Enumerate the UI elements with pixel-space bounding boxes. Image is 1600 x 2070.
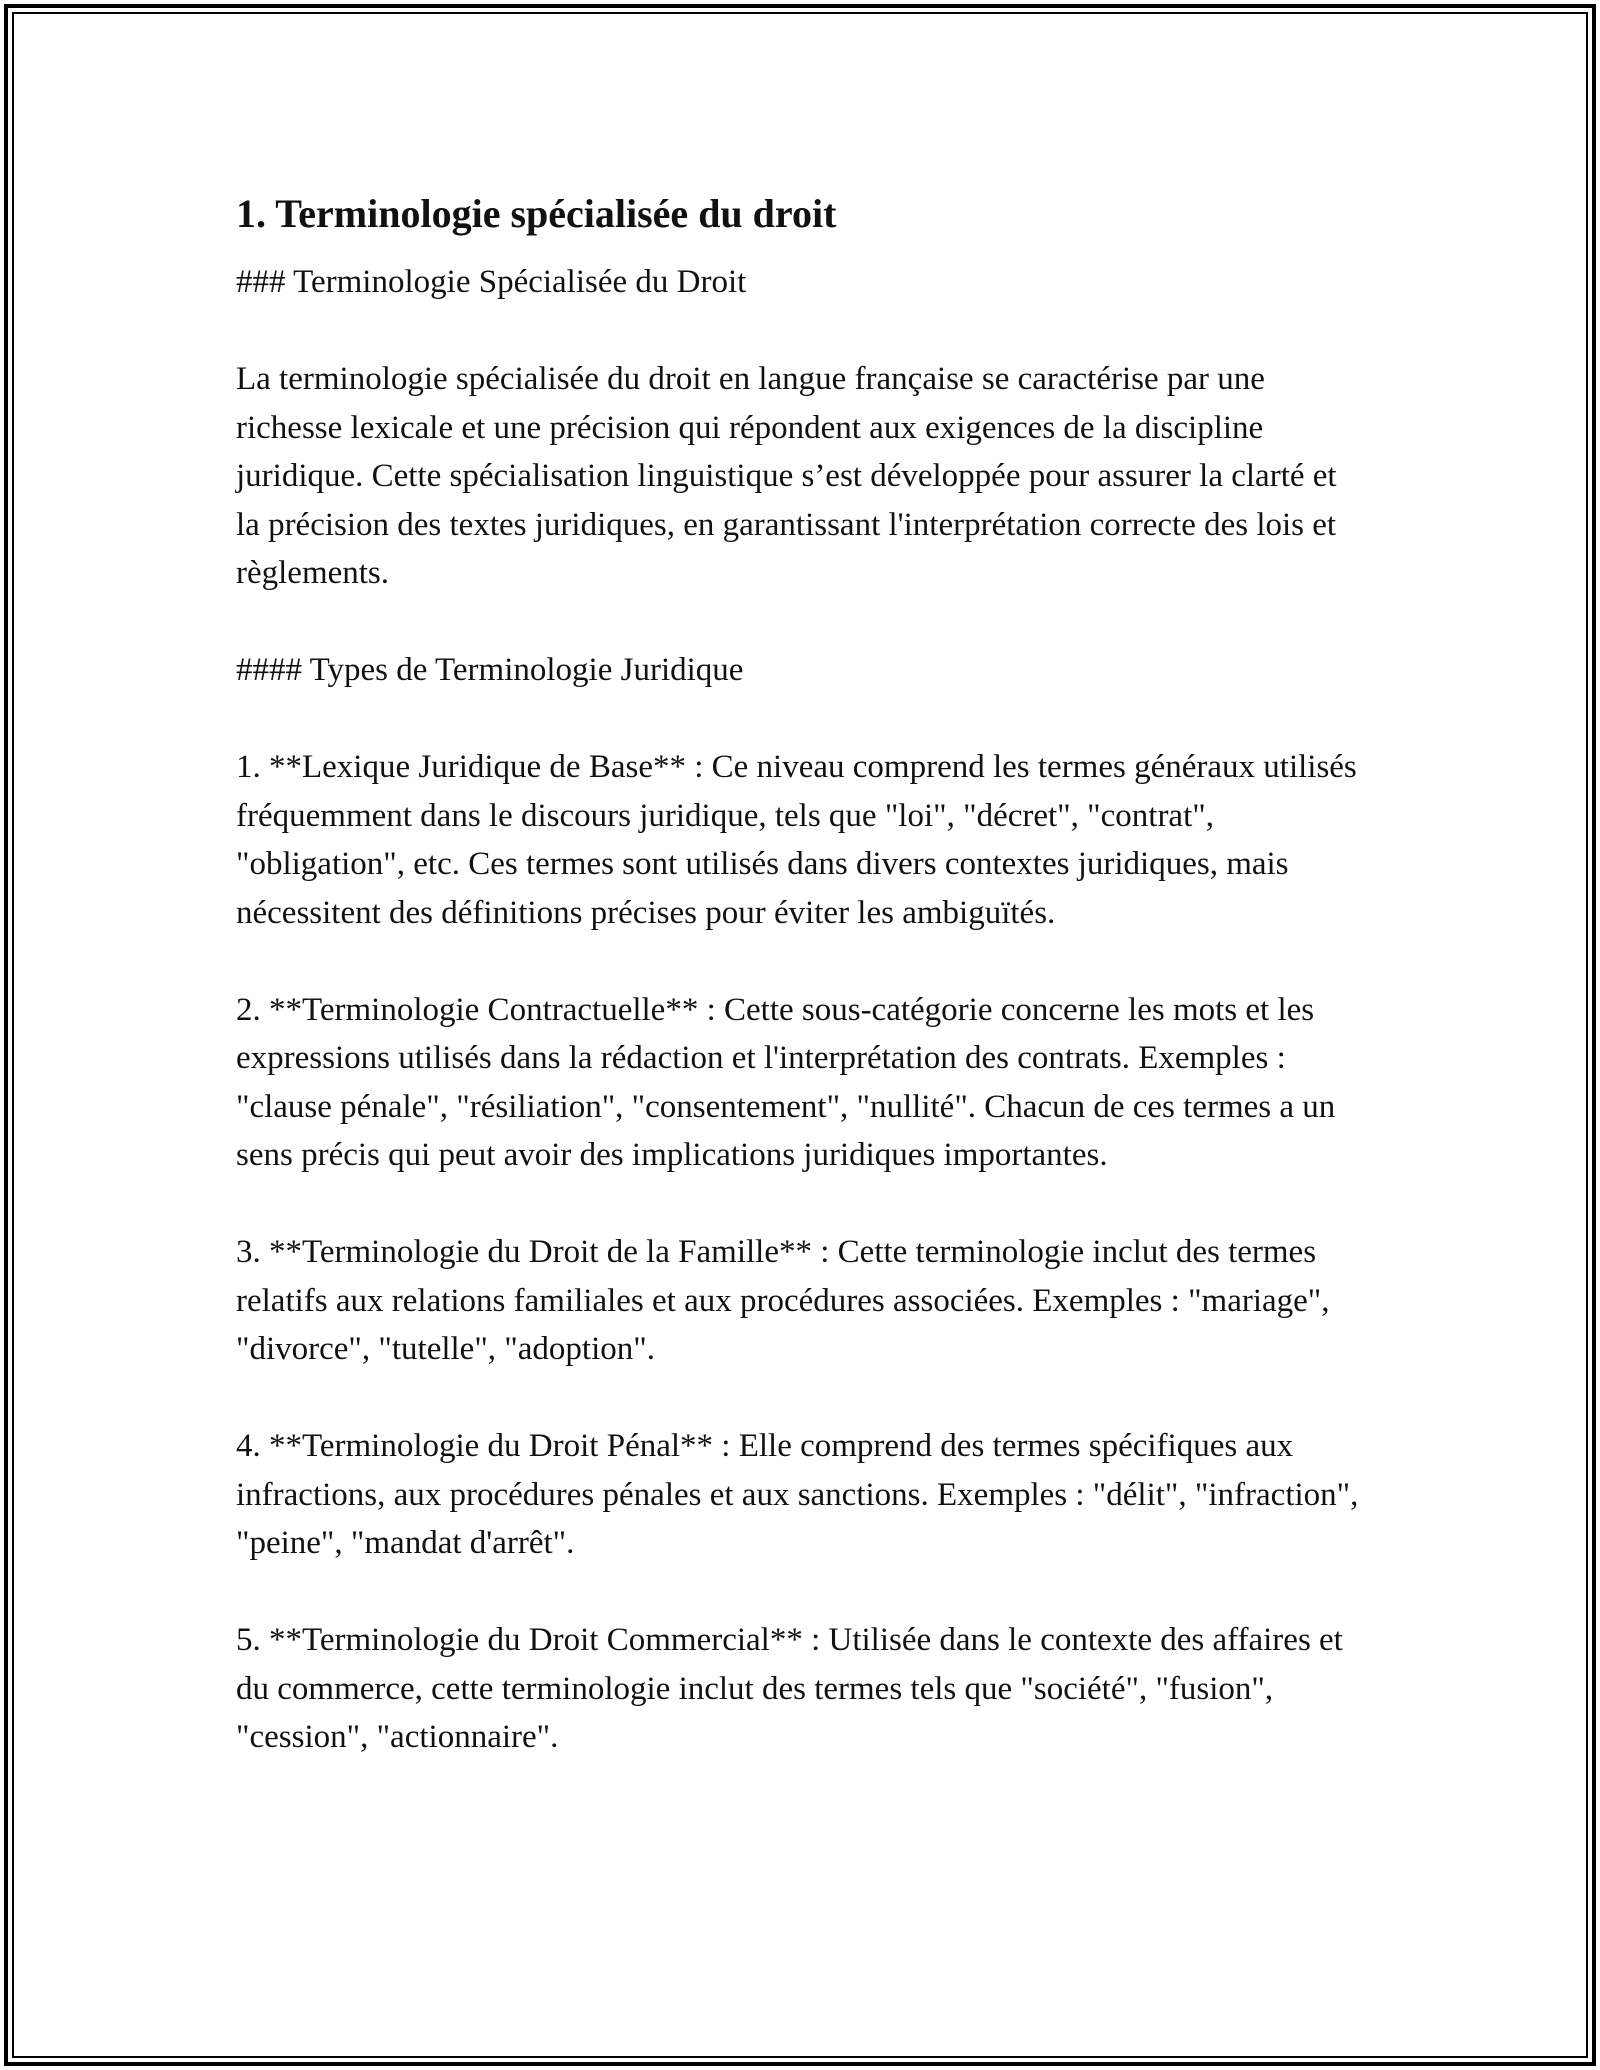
list-item-base-lexicon: 1. **Lexique Juridique de Base** : Ce niveau comprend les termes généraux utilisés fréquemment dans le discours juridique, tels que "loi", "décret", "contrat", "obligation", etc. Ces termes sont utilisés dans divers contextes juridiques, mais nécessitent des définitions précises pour éviter les ambiguïtés. [236,749,1357,931]
document-title: 1. Terminologie spécialisée du droit [236,191,837,236]
subheading-specialized-terminology: ### Terminologie Spécialisée du Droit [236,264,747,300]
intro-paragraph: La terminologie spécialisée du droit en langue française se caractérise par une richesse lexicale et une précision qui répondent aux exigences de la discipline juridique. Cette spécialisation linguistique s’est développée pour assurer la clarté et la précision des textes juridiques, en garantissant l'interprétation correcte des lois et règlements. [236,361,1337,591]
list-item-contractual: 2. **Terminologie Contractuelle** : Cette sous-catégorie concerne les mots et les expressions utilisés dans la rédaction et l'interprétation des contrats. Exemples : "clause pénale", "résiliation", "consentement", "nullité". Chacun de ces termes a un sens précis qui peut avoir des implications juridiques importantes. [236,991,1336,1173]
list-item-family-law: 3. **Terminologie du Droit de la Famille** : Cette terminologie inclut des termes relatifs aux relations familiales et aux procédures associées. Exemples : "mariage", "divorce", "tutelle", "adoption". [236,1234,1330,1367]
list-item-commercial-law: 5. **Terminologie du Droit Commercial** : Utilisée dans le contexte des affaires et du commerce, cette terminologie inclut des termes tels que "société", "fusion", "cession", "actionnaire". [236,1622,1343,1755]
list-item-criminal-law: 4. **Terminologie du Droit Pénal** : Elle comprend des termes spécifiques aux infractions, aux procédures pénales et aux sanctions. Exemples : "délit", "infraction", "peine", "mandat d'arrêt". [236,1428,1359,1561]
subheading-types: #### Types de Terminologie Juridique [236,652,744,688]
document-body [236,186,1366,1810]
